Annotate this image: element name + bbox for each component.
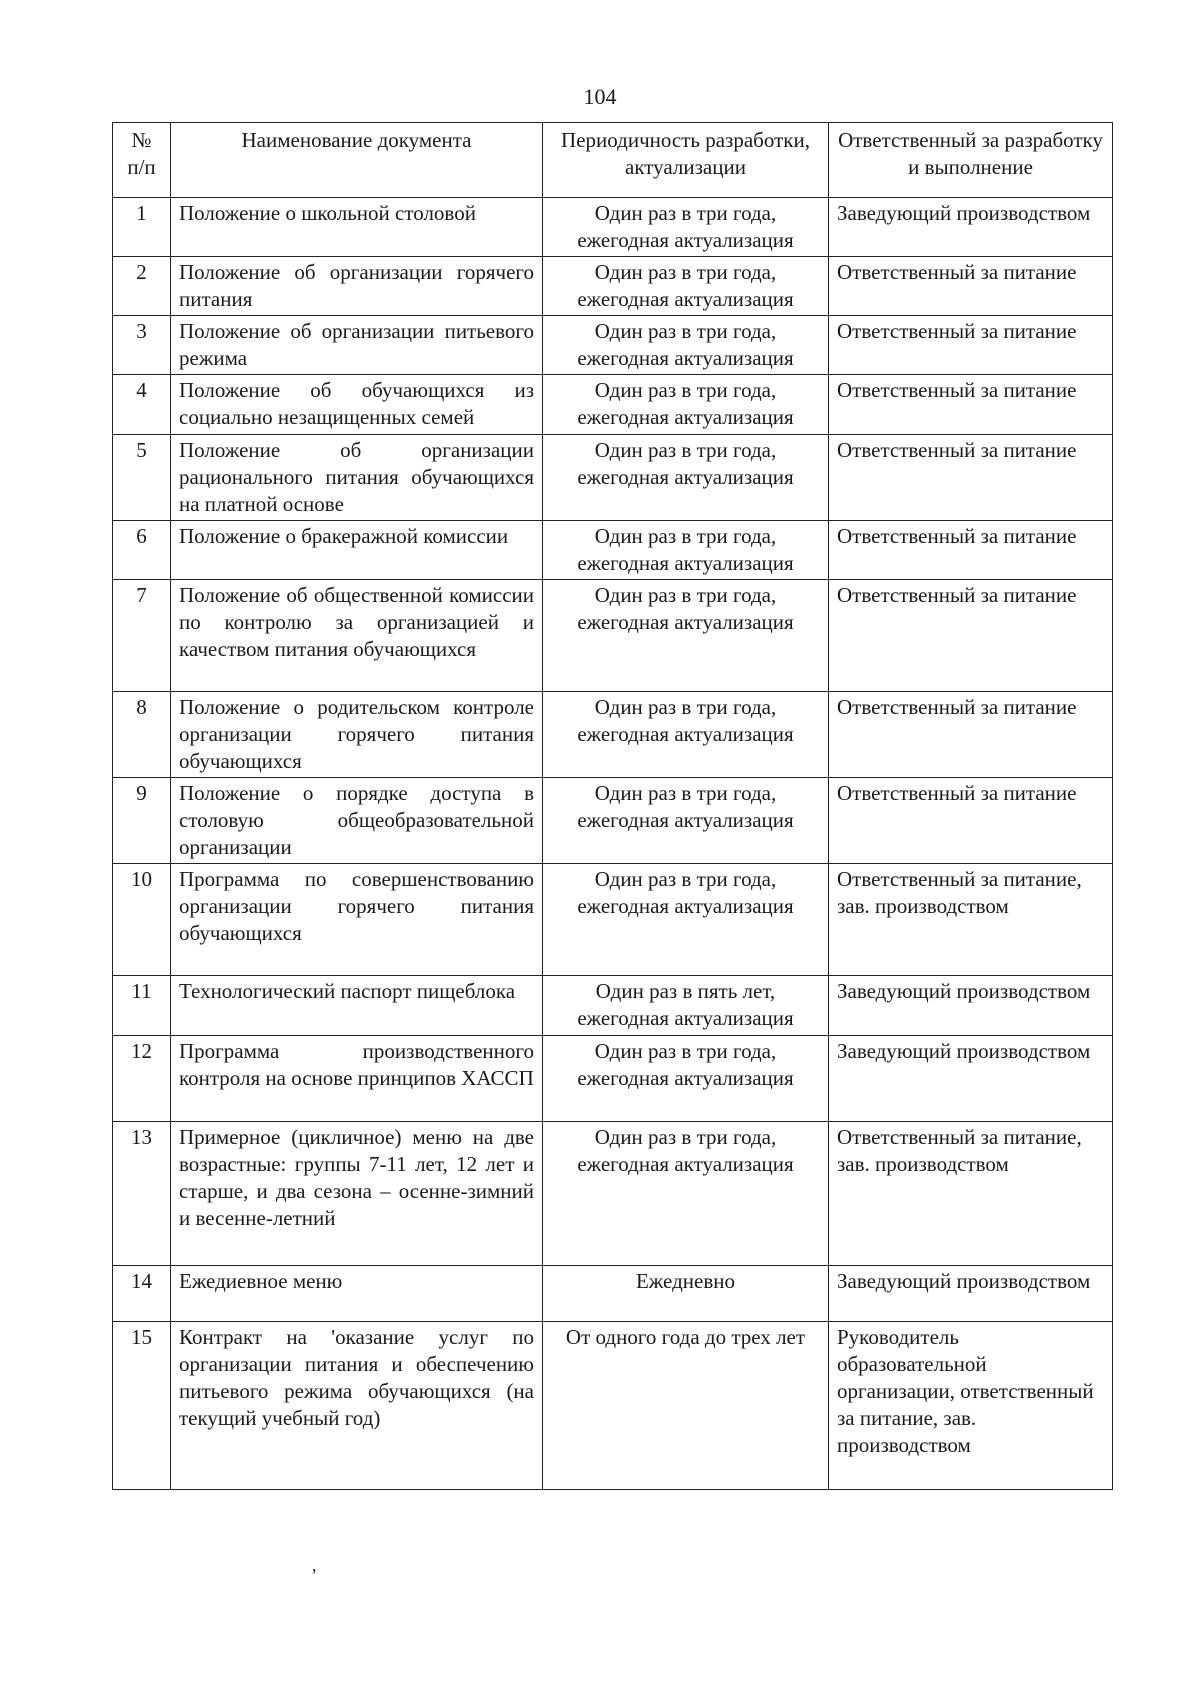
table-row	[113, 778, 1113, 864]
row-num: 14	[113, 1266, 171, 1322]
row-num: 5	[113, 435, 171, 521]
table-row	[113, 864, 1113, 976]
row-document-name: Положение о бракеражной комиссии	[171, 521, 543, 580]
row-num: 7	[113, 580, 171, 692]
row-document-name: Положение об организации питьевого режима	[171, 316, 543, 375]
page-number: 104	[583, 84, 617, 109]
documents-table	[112, 122, 1113, 1490]
table-row	[113, 976, 1113, 1036]
table-row	[113, 316, 1113, 375]
row-period: Один раз в три года, ежегодная актуализация	[543, 864, 829, 976]
table-row	[113, 435, 1113, 521]
row-period: Один раз в пять лет, ежегодная актуализация	[543, 976, 829, 1036]
table-row	[113, 521, 1113, 580]
row-document-name: Технологический паспорт пищеблока	[171, 976, 543, 1036]
row-document-name: Контракт на 'оказание услуг по организации питания и обеспечению питьевого режима обучающихся (на текущий учебный год)	[171, 1322, 543, 1490]
row-responsible: Заведующий производством	[829, 1266, 1113, 1322]
row-document-name: Положение об обучающихся из социально незащищенных семей	[171, 375, 543, 435]
header-responsible: Ответственный за разработку и выполнение	[829, 123, 1113, 198]
header-period: Периодичность разработки, актуализации	[543, 123, 829, 198]
header-num: № п/п	[113, 123, 171, 198]
table-row	[113, 1322, 1113, 1490]
row-document-name: Программа производственного контроля на основе принципов ХАССП	[171, 1036, 543, 1122]
table-row	[113, 692, 1113, 778]
row-responsible: Ответственный за питание	[829, 257, 1113, 316]
row-responsible: Ответственный за питание	[829, 778, 1113, 864]
table-row	[113, 257, 1113, 316]
row-document-name: Положение об общественной комиссии по контролю за организацией и качеством питания обучающихся	[171, 580, 543, 692]
row-responsible: Руководитель образовательной организации, ответственный за питание, зав. производством	[829, 1322, 1113, 1490]
row-period: Один раз в три года, ежегодная актуализация	[543, 692, 829, 778]
row-period: Один раз в три года, ежегодная актуализация	[543, 375, 829, 435]
row-period: Один раз в три года, ежегодная актуализация	[543, 521, 829, 580]
row-responsible: Заведующий производством	[829, 976, 1113, 1036]
row-period: Один раз в три года, ежегодная актуализация	[543, 257, 829, 316]
row-period: Один раз в три года, ежегодная актуализация	[543, 580, 829, 692]
table-row	[113, 1122, 1113, 1266]
row-num: 4	[113, 375, 171, 435]
row-document-name: Положение об организации горячего питания	[171, 257, 543, 316]
stray-mark: ,	[312, 1555, 317, 1575]
row-period: Один раз в три года, ежегодная актуализация	[543, 435, 829, 521]
row-num: 6	[113, 521, 171, 580]
row-num: 13	[113, 1122, 171, 1266]
row-document-name: Положение о родительском контроле организации горячего питания обучающихся	[171, 692, 543, 778]
row-period: Один раз в три года, ежегодная актуализация	[543, 316, 829, 375]
table-row	[113, 1266, 1113, 1322]
row-document-name: Ежедиевное меню	[171, 1266, 543, 1322]
row-period: От одного года до трех лет	[543, 1322, 829, 1490]
row-period: Один раз в три года, ежегодная актуализация	[543, 198, 829, 257]
row-document-name: Положение о порядке доступа в столовую общеобразовательной организации	[171, 778, 543, 864]
row-period: Один раз в три года, ежегодная актуализация	[543, 778, 829, 864]
row-num: 12	[113, 1036, 171, 1122]
row-responsible: Ответственный за питание	[829, 375, 1113, 435]
row-responsible: Ответственный за питание	[829, 435, 1113, 521]
row-responsible: Ответственный за питание, зав. производством	[829, 1122, 1113, 1266]
table-row	[113, 1036, 1113, 1122]
row-num: 9	[113, 778, 171, 864]
row-num: 8	[113, 692, 171, 778]
table-row	[113, 375, 1113, 435]
row-responsible: Ответственный за питание, зав. производством	[829, 864, 1113, 976]
row-num: 15	[113, 1322, 171, 1490]
row-responsible: Ответственный за питание	[829, 580, 1113, 692]
row-period: Один раз в три года, ежегодная актуализация	[543, 1036, 829, 1122]
table-row	[113, 580, 1113, 692]
row-num: 11	[113, 976, 171, 1036]
row-responsible: Ответственный за питание	[829, 521, 1113, 580]
row-document-name: Положение о школьной столовой	[171, 198, 543, 257]
row-responsible: Ответственный за питание	[829, 316, 1113, 375]
row-period: Один раз в три года, ежегодная актуализация	[543, 1122, 829, 1266]
table-header-row	[113, 123, 1113, 198]
row-num: 10	[113, 864, 171, 976]
row-num: 3	[113, 316, 171, 375]
row-responsible: Ответственный за питание	[829, 692, 1113, 778]
header-name: Наименование документа	[171, 123, 543, 198]
row-responsible: Заведующий производством	[829, 198, 1113, 257]
row-document-name: Примерное (цикличное) меню на две возрастные: группы 7-11 лет, 12 лет и старше, и два сезона – осенне-зимний и весенне-летний	[171, 1122, 543, 1266]
table-row	[113, 198, 1113, 257]
row-num: 1	[113, 198, 171, 257]
row-responsible: Заведующий производством	[829, 1036, 1113, 1122]
row-document-name: Положение об организации рационального питания обучающихся на платной основе	[171, 435, 543, 521]
row-document-name: Программа по совершенствованию организации горячего питания обучающихся	[171, 864, 543, 976]
row-period: Ежедневно	[543, 1266, 829, 1322]
row-num: 2	[113, 257, 171, 316]
